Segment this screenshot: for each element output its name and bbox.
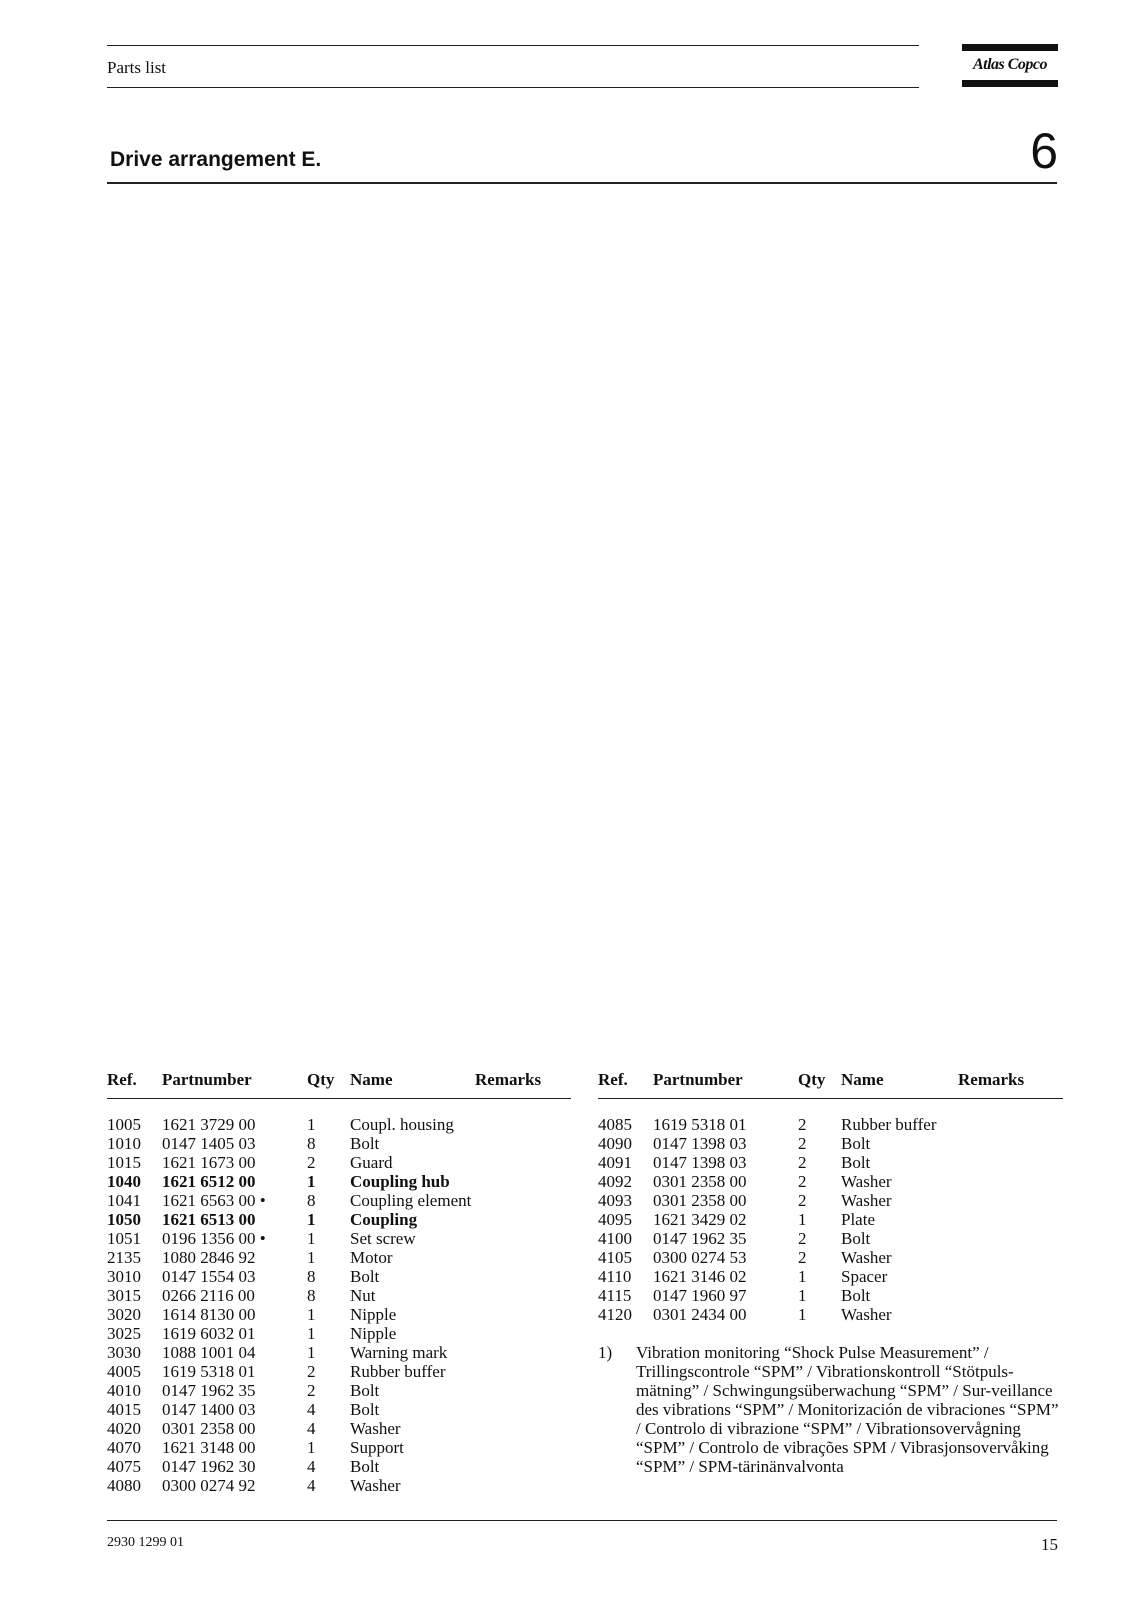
table-row bbox=[598, 1305, 1063, 1324]
name-cell: Bolt bbox=[841, 1286, 871, 1305]
qty-cell: 1 bbox=[307, 1229, 316, 1248]
qty-cell: 1 bbox=[307, 1438, 316, 1457]
table-row bbox=[598, 1191, 1063, 1210]
partnumber-cell: 0301 2358 00 bbox=[653, 1191, 747, 1210]
ref-cell: 2135 bbox=[107, 1248, 141, 1267]
header-name: Name bbox=[841, 1070, 884, 1089]
ref-cell: 1005 bbox=[107, 1115, 141, 1134]
partnumber-cell: 1088 1001 04 bbox=[162, 1343, 256, 1362]
qty-cell: 8 bbox=[307, 1267, 316, 1286]
table-row bbox=[107, 1476, 571, 1495]
table-row bbox=[598, 1210, 1063, 1229]
partnumber-cell: 1614 8130 00 bbox=[162, 1305, 256, 1324]
ref-cell: 3010 bbox=[107, 1267, 141, 1286]
partnumber-cell: 1080 2846 92 bbox=[162, 1248, 256, 1267]
table-row bbox=[598, 1267, 1063, 1286]
ref-cell: 4085 bbox=[598, 1115, 632, 1134]
qty-cell: 1 bbox=[307, 1172, 316, 1191]
parts-table-left bbox=[107, 1070, 571, 1495]
ref-cell: 4010 bbox=[107, 1381, 141, 1400]
table-rows bbox=[598, 1099, 1063, 1324]
ref-cell: 4070 bbox=[107, 1438, 141, 1457]
name-cell: Nipple bbox=[350, 1324, 397, 1343]
qty-cell: 4 bbox=[307, 1476, 316, 1495]
name-cell: Plate bbox=[841, 1210, 875, 1229]
table-row bbox=[107, 1362, 571, 1381]
table-row bbox=[107, 1191, 571, 1210]
partnumber-cell: 0147 1960 97 bbox=[653, 1286, 747, 1305]
name-cell: Rubber buffer bbox=[841, 1115, 937, 1134]
table-row bbox=[107, 1153, 571, 1172]
qty-cell: 2 bbox=[307, 1362, 316, 1381]
table-row bbox=[598, 1248, 1063, 1267]
partnumber-cell: 1619 5318 01 bbox=[653, 1115, 747, 1134]
ref-cell: 3015 bbox=[107, 1286, 141, 1305]
name-cell: Coupling element bbox=[350, 1191, 472, 1210]
name-cell: Warning mark bbox=[350, 1343, 448, 1362]
table-row bbox=[107, 1210, 571, 1229]
table-row bbox=[107, 1305, 571, 1324]
ref-cell: 4080 bbox=[107, 1476, 141, 1495]
header-ref: Ref. bbox=[107, 1070, 137, 1089]
logo-text: Atlas Copco bbox=[972, 56, 1048, 73]
partnumber-cell: 0196 1356 00 • bbox=[162, 1229, 266, 1248]
partnumber-cell: 0300 0274 92 bbox=[162, 1476, 256, 1495]
header-label: Parts list bbox=[107, 58, 167, 77]
table-rows bbox=[107, 1099, 571, 1495]
qty-cell: 8 bbox=[307, 1286, 316, 1305]
qty-cell: 1 bbox=[798, 1267, 807, 1286]
ref-cell: 4093 bbox=[598, 1191, 632, 1210]
ref-cell: 4092 bbox=[598, 1172, 632, 1191]
partnumber-cell: 0300 0274 53 bbox=[653, 1248, 747, 1267]
qty-cell: 1 bbox=[798, 1210, 807, 1229]
partnumber-cell: 0147 1398 03 bbox=[653, 1134, 747, 1153]
qty-cell: 1 bbox=[307, 1248, 316, 1267]
partnumber-cell: 1621 6512 00 bbox=[162, 1172, 256, 1191]
partnumber-cell: 1619 6032 01 bbox=[162, 1324, 256, 1343]
name-cell: Bolt bbox=[350, 1134, 380, 1153]
ref-cell: 4110 bbox=[598, 1267, 632, 1286]
name-cell: Set screw bbox=[350, 1229, 416, 1248]
name-cell: Bolt bbox=[841, 1134, 871, 1153]
section-number: 6 bbox=[1030, 123, 1058, 179]
name-cell: Motor bbox=[350, 1248, 393, 1267]
ref-cell: 4090 bbox=[598, 1134, 632, 1153]
partnumber-cell: 1621 3146 02 bbox=[653, 1267, 747, 1286]
partnumber-cell: 0147 1400 03 bbox=[162, 1400, 256, 1419]
table-row bbox=[107, 1286, 571, 1305]
ref-cell: 4020 bbox=[107, 1419, 141, 1438]
partnumber-cell: 1621 1673 00 bbox=[162, 1153, 256, 1172]
name-cell: Bolt bbox=[350, 1400, 380, 1419]
name-cell: Coupling bbox=[350, 1210, 418, 1229]
header-remarks: Remarks bbox=[475, 1070, 542, 1089]
qty-cell: 1 bbox=[307, 1210, 316, 1229]
qty-cell: 2 bbox=[798, 1248, 807, 1267]
table-header bbox=[598, 1070, 1063, 1099]
name-cell: Guard bbox=[350, 1153, 393, 1172]
qty-cell: 2 bbox=[798, 1115, 807, 1134]
ref-cell: 4015 bbox=[107, 1400, 141, 1419]
document-number: 2930 1299 01 bbox=[107, 1535, 184, 1550]
name-cell: Coupling hub bbox=[350, 1172, 450, 1191]
table-row bbox=[107, 1419, 571, 1438]
ref-cell: 1015 bbox=[107, 1153, 141, 1172]
partnumber-cell: 1621 6513 00 bbox=[162, 1210, 256, 1229]
parts-table-right bbox=[598, 1070, 1063, 1324]
partnumber-cell: 1619 5318 01 bbox=[162, 1362, 256, 1381]
ref-cell: 4100 bbox=[598, 1229, 632, 1248]
partnumber-cell: 0147 1962 35 bbox=[653, 1229, 747, 1248]
ref-cell: 1010 bbox=[107, 1134, 141, 1153]
name-cell: Spacer bbox=[841, 1267, 888, 1286]
partnumber-cell: 0266 2116 00 bbox=[162, 1286, 255, 1305]
header-remarks: Remarks bbox=[958, 1070, 1025, 1089]
ref-cell: 4005 bbox=[107, 1362, 141, 1381]
qty-cell: 2 bbox=[798, 1153, 807, 1172]
qty-cell: 8 bbox=[307, 1134, 316, 1153]
qty-cell: 1 bbox=[307, 1343, 316, 1362]
partnumber-cell: 0301 2358 00 bbox=[653, 1172, 747, 1191]
ref-cell: 1040 bbox=[107, 1172, 141, 1191]
table-row bbox=[107, 1324, 571, 1343]
table-row bbox=[107, 1343, 571, 1362]
name-cell: Rubber buffer bbox=[350, 1362, 446, 1381]
table-row bbox=[107, 1267, 571, 1286]
partnumber-cell: 0147 1962 30 bbox=[162, 1457, 256, 1476]
table-row bbox=[598, 1134, 1063, 1153]
name-cell: Washer bbox=[841, 1248, 892, 1267]
atlas-copco-logo bbox=[962, 44, 1058, 90]
qty-cell: 2 bbox=[798, 1229, 807, 1248]
name-cell: Washer bbox=[350, 1419, 401, 1438]
qty-cell: 4 bbox=[307, 1400, 316, 1419]
name-cell: Bolt bbox=[841, 1153, 871, 1172]
ref-cell: 1041 bbox=[107, 1191, 141, 1210]
ref-cell: 4115 bbox=[598, 1286, 632, 1305]
partnumber-cell: 0147 1554 03 bbox=[162, 1267, 256, 1286]
title-rule bbox=[107, 182, 1057, 184]
footnote-text: Vibration monitoring “Shock Pulse Measurement” / Trillingscontrole “SPM” / Vibrationskontroll “Stötpuls-mätning” / Schwingungsüberwachung “SPM” / Sur-veillance des vibrations “SPM” / Monitorización de vibraciones “SPM” / Controlo di vibrazione “SPM” / Vibrationsovervågning “SPM” / Controlo de vibrações SPM / Vibrasjonsovervåking “SPM” / SPM-tärinänvalvonta bbox=[636, 1343, 1059, 1476]
table-row bbox=[598, 1153, 1063, 1172]
page-number: 15 bbox=[1041, 1535, 1058, 1554]
table-row bbox=[107, 1457, 571, 1476]
ref-cell: 3025 bbox=[107, 1324, 141, 1343]
ref-cell: 1050 bbox=[107, 1210, 141, 1229]
table-header bbox=[107, 1070, 571, 1099]
qty-cell: 1 bbox=[307, 1115, 316, 1134]
table-row bbox=[107, 1172, 571, 1191]
ref-cell: 4105 bbox=[598, 1248, 632, 1267]
name-cell: Support bbox=[350, 1438, 404, 1457]
name-cell: Washer bbox=[350, 1476, 401, 1495]
ref-cell: 3020 bbox=[107, 1305, 141, 1324]
name-cell: Bolt bbox=[350, 1457, 380, 1476]
table-row bbox=[598, 1172, 1063, 1191]
header-bottom-rule bbox=[107, 87, 919, 88]
name-cell: Bolt bbox=[350, 1381, 380, 1400]
qty-cell: 2 bbox=[307, 1153, 316, 1172]
header-qty: Qty bbox=[307, 1070, 335, 1089]
ref-cell: 4095 bbox=[598, 1210, 632, 1229]
name-cell: Bolt bbox=[350, 1267, 380, 1286]
qty-cell: 1 bbox=[798, 1286, 807, 1305]
partnumber-cell: 1621 3729 00 bbox=[162, 1115, 256, 1134]
partnumber-cell: 0147 1962 35 bbox=[162, 1381, 256, 1400]
ref-cell: 4075 bbox=[107, 1457, 141, 1476]
ref-cell: 1051 bbox=[107, 1229, 141, 1248]
table-row bbox=[107, 1134, 571, 1153]
qty-cell: 1 bbox=[307, 1305, 316, 1324]
table-row bbox=[107, 1115, 571, 1134]
table-row bbox=[107, 1438, 571, 1457]
table-row bbox=[107, 1248, 571, 1267]
qty-cell: 4 bbox=[307, 1457, 316, 1476]
footer-rule bbox=[107, 1520, 1057, 1521]
partnumber-cell: 1621 6563 00 • bbox=[162, 1191, 266, 1210]
header-top-rule bbox=[107, 45, 919, 46]
partnumber-cell: 0301 2358 00 bbox=[162, 1419, 256, 1438]
table-row bbox=[107, 1229, 571, 1248]
ref-cell: 3030 bbox=[107, 1343, 141, 1362]
partnumber-cell: 1621 3429 02 bbox=[653, 1210, 747, 1229]
table-row bbox=[107, 1400, 571, 1419]
table-row bbox=[598, 1286, 1063, 1305]
partnumber-cell: 0301 2434 00 bbox=[653, 1305, 747, 1324]
qty-cell: 2 bbox=[307, 1381, 316, 1400]
qty-cell: 2 bbox=[798, 1134, 807, 1153]
qty-cell: 8 bbox=[307, 1191, 316, 1210]
partnumber-cell: 1621 3148 00 bbox=[162, 1438, 256, 1457]
qty-cell: 2 bbox=[798, 1191, 807, 1210]
header-name: Name bbox=[350, 1070, 393, 1089]
name-cell: Washer bbox=[841, 1172, 892, 1191]
name-cell: Coupl. housing bbox=[350, 1115, 454, 1134]
ref-cell: 4120 bbox=[598, 1305, 632, 1324]
header-ref: Ref. bbox=[598, 1070, 628, 1089]
section-title: Drive arrangement E. bbox=[110, 148, 322, 171]
header-partnumber: Partnumber bbox=[653, 1070, 743, 1089]
name-cell: Nut bbox=[350, 1286, 376, 1305]
drawing-area bbox=[107, 200, 1057, 1040]
qty-cell: 2 bbox=[798, 1172, 807, 1191]
header-qty: Qty bbox=[798, 1070, 826, 1089]
table-row bbox=[598, 1229, 1063, 1248]
table-row bbox=[598, 1115, 1063, 1134]
partnumber-cell: 0147 1398 03 bbox=[653, 1153, 747, 1172]
qty-cell: 4 bbox=[307, 1419, 316, 1438]
ref-cell: 4091 bbox=[598, 1153, 632, 1172]
name-cell: Washer bbox=[841, 1305, 892, 1324]
partnumber-cell: 0147 1405 03 bbox=[162, 1134, 256, 1153]
qty-cell: 1 bbox=[307, 1324, 316, 1343]
table-row bbox=[107, 1381, 571, 1400]
qty-cell: 1 bbox=[798, 1305, 807, 1324]
footnote-marker: 1) bbox=[598, 1343, 613, 1362]
header-partnumber: Partnumber bbox=[162, 1070, 252, 1089]
name-cell: Bolt bbox=[841, 1229, 871, 1248]
name-cell: Washer bbox=[841, 1191, 892, 1210]
name-cell: Nipple bbox=[350, 1305, 397, 1324]
